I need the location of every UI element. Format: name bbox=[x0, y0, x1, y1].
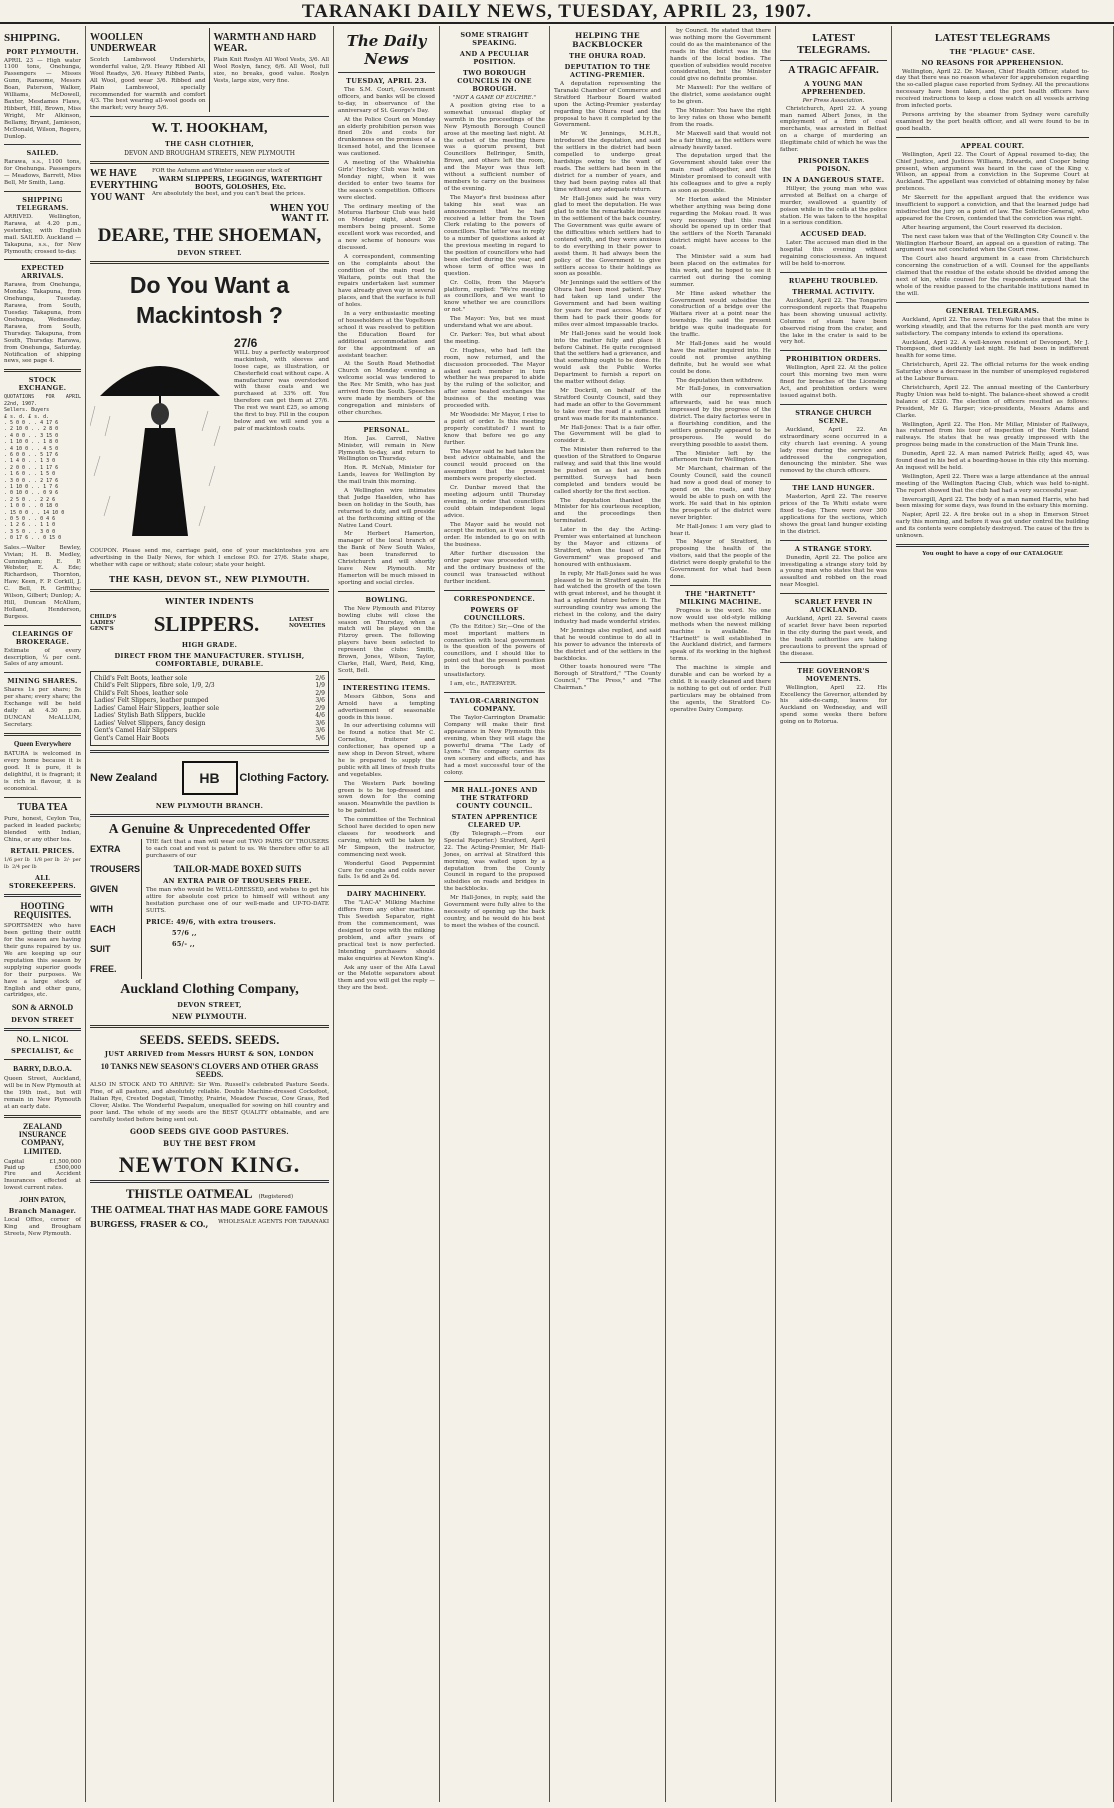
burgess-fraser: BURGESS, FRASER & CO., bbox=[90, 1219, 209, 1230]
not-euchre: "NOT A GAME OF EUCHRE." bbox=[453, 95, 536, 101]
ten-tons: 10 TANKS NEW SEASON'S CLOVERS AND OTHER GRASS SEEDS. bbox=[100, 1061, 319, 1080]
slipper-price-row bbox=[94, 727, 325, 735]
dairy-machinery: DAIRY MACHINERY. bbox=[346, 890, 427, 899]
slipper-price-row bbox=[94, 735, 325, 743]
john-paton: JOHN PATON, bbox=[19, 1195, 66, 1204]
slipper-price-list bbox=[90, 671, 329, 747]
warmth-hard-wear-heading: WARMTH AND HARD WEAR. bbox=[213, 32, 317, 54]
ruapehu: RUAPEHU TROUBLED. bbox=[788, 277, 879, 285]
shooting-requisites: HOOTING REQUISITES. bbox=[13, 900, 72, 920]
tailor-made: TAILOR-MADE BOXED SUITS bbox=[173, 864, 302, 875]
slipper-price: 3/6 bbox=[315, 727, 325, 735]
extra-trousers-list bbox=[90, 839, 142, 979]
clearings-heading: CLEARINGS OF BROKERAGE. bbox=[12, 629, 73, 646]
column-shipping: SHIPPING. PORT PLYMOUTH. APRIL 23 — High water 1100 tons, Onehunga, Passengers — Misses Gunn, Ransome, Messrs Boan, Paterson, Walker, Williams, McDowell, Baxter, Mesdames Flaws, Hibbert, Hill, Brown, Miss Wright, Mr Alkinson, Bellamy, Bryant, Jamieson, McDonald, Wilson, Rogers, Dunlop. SAILED. Rarawa, s.s., 1100 tons, for Onehunga. Passengers — Meadows, Barrett, Miss Bell, Mr Smith, Lang. SHIPPING TELEGRAMS. ARRIVED. Wellington, Rarawa, at 4.20 p.m., yesterday, with English mail. SAILED. Auckland — Takapuna, s.s., for New Plymouth; crossed to-day. EXPECTED ARRIVALS. Rarawa, from Onehunga, Monday. Takapuna, from Onehunga, Tuesday. Rarawa, from South, Tuesday. Takapuna, from Onehunga, Wednesday. Rarawa, from South, Thursday. Takapuna, from South, Thursday. Rarawa, from Onehunga, Saturday. Notification of shipping news, see page 4. STOCK EXCHANGE. QUOTATIONS FOR APRIL 22nd, 1907. Sellers. Buyers £ s. d. £ s. d. . 5 0 0 . . 4 17 6 . 2 10 0 . . 2 8 0 . 4 0 0 . . 3 15 0 . 1 10 0 . . 1 8 0 . 4 10 0 . . 4 5 0 . 6 0 0 . . 5 17 6 . 1 4 0 . . 1 3 0 . 2 0 0 . . 1 17 6 . 1 6 0 . . 1 5 0 . 3 0 0 . . 2 17 6 . 1 10 0 . . 1 7 6 . 0 10 0 . . 0 9 6 . 2 5 0 . . 2 2 6 . 1 0 0 . . 0 18 0 . 15 0 0 . . 14 10 0 . 0 5 0 . . 0 4 6 . 1 2 6 . . 1 1 0 . 3 5 0 . . 3 0 0 . 0 17 6 . . 0 15 0 Sales.—Walter Bewley, Vivian; H. B. Medley, Cunningham; E. P. Webster, E. A. Ede; Richardson, Thornton, Haw; Keen, F. P. Corkill, J. C. Bell, R. Griffiths; Wilson, Gilbert; Dunlop; A. Hill, Duncan McAllum, Holland, Henderson, Burgess. CLEARINGS OF BROKERAGE. Estimate of every description, ¼ per cent. Sales of any amount. MINING SHARES. Shares 1s per share; 5s per share; every share; the Exchange will be held daily at 4.30 p.m. DUNCAN McALLUM, Secretary. Queen Everywhere BATURA is welcomed in every home because it is good. It is pure, it is delightful, it is fragrant; it is rich in flavour, it is economical. TUBA TEA Pure, honest, Ceylon Tea, packed in leaded packets; blended with Indian, China, or any other tea. RETAIL PRICES. 1/6 per lb 1/8 per lb 2/- per lb 2/4 per lb ALL STOREKEEPERS. HOOTING REQUISITES. SPORTSMEN who have been getting their outfit for the season are having their guns repaired by us. We are keeping up our reputation this season by supplying superior goods for their purposes. We have a large stock of English and other guns, cartridges, etc. SON & ARNOLD DEVON STREET NO. L. NICOL SPECIALIST, &c BARRY, D.B.O.A. Queen Street, Auckland, will be in New Plymouth at the 19th inst., but will remain in New Plymouth at an early date. ZEALAND INSURANCE COMPANY, LIMITED. Capital £1,500,000 Paid up £500,000 Fire and Accident Insurances effected at lowest current rates. JOHN PATON, Branch Manager. Local Office, corner of King and Brougham Streets, New Plymouth. bbox=[0, 26, 86, 1802]
hartnett-milking: THE "HARTNETT" MILKING MACHINE. bbox=[679, 589, 762, 606]
slippers-heading: SLIPPERS. bbox=[153, 611, 260, 636]
column-borough-councils: SOME STRAIGHT SPEAKING. AND A PECULIAR POSITION. TWO BOROUGH COUNCILS IN ONE BOROUGH. "NOT A GAME OF EUCHRE." A position giving rise to a somewhat unusual display of warmth in the proceedings of the New Plymouth Borough Council arose at the meeting last night. At the outset of the meeting there was a quorum present, but Councillors Bellringer, Smith, Brown, and others left the room, and the Mayor was thus left without a sufficient number of members to carry on the business of the evening. The Mayor's first business after taking his seat was an announcement that he had received a letter from the Town Clerk relating to the powers of councillors. The letter was in reply to a number of questions asked at the previous meeting in regard to the position of councillors who had been elected during the year, and whose term of office was in question. Cr. Collis, from the Mayor's platform, replied: "We're meeting as councillors, and we want to know whether we are councillors or not." The Mayor: Yes, but we must understand what we are about. Cr. Parker: Yes, but what about the meeting. Cr. Hughes, who had left the room, now returned, and the discussion proceeded. The Mayor asked each member in turn whether he was prepared to abide by the ruling of the solicitor, and after some heated exchanges the business of the meeting was proceeded with. Mr Woodside: Mr Mayor, I rise to a point of order. Is this meeting properly constituted? I want to know that before we go any further. The Mayor said he had taken the best advice obtainable, and the council would proceed on the assumption that the present members were properly elected. Cr. Dunbar moved that the meeting adjourn until Thursday evening, in order that councillors could obtain independent legal advice. The Mayor said he would not accept the motion, as it was not in order. He intended to go on with the business. After further discussion the order paper was proceeded with, and the ordinary business of the council was transacted without further incident. CORRESPONDENCE. POWERS OF COUNCILLORS. (To the Editor.) Sir,—One of the most important matters in connection with local government is the question of the powers of councillors, and I should like to point out that the present position in the borough is most unsatisfactory. I am, etc., RATEPAYER. TAYLOR-CARRINGTON COMPANY. The Taylor-Carrington Dramatic Company will make their first appearance in New Plymouth this evening, when they will stage the powerful drama "The Lady of Lyons." The company carries its own scenery and effects, and has had a most successful tour of the colony. MR HALL-JONES AND THE STRATFORD COUNTY COUNCIL. STATEN APPRENTICE CLEARED UP. (By Telegraph.—From our Special Reporter.) Stratford, April 22. The Acting-Premier, Mr Hall-Jones, on arrival at Stratford this morning, was waited upon by a deputation from the County Council in regard to the proposed subsidies on roads and bridges in the backblocks. Mr Hall-Jones, in reply, said the Government were fully alive to the necessity of opening up the back country, and he would do his best to meet the wishes of the council. bbox=[440, 26, 550, 1802]
interesting-items: INTERESTING ITEMS. bbox=[342, 683, 431, 692]
personal-heading: PERSONAL. bbox=[363, 425, 410, 434]
slipper-price: 4/6 bbox=[315, 712, 325, 720]
hookham-sub: THE CASH CLOTHIER, bbox=[165, 139, 254, 148]
plague-case: THE "PLAGUE" CASE. bbox=[949, 47, 1036, 56]
clothing-factory: Clothing Factory. bbox=[239, 771, 329, 784]
slipper-price-row bbox=[94, 697, 325, 705]
prohibition-orders: PROHIBITION ORDERS. bbox=[786, 355, 881, 364]
capital-1: £1,500,000 bbox=[49, 1159, 81, 1166]
slipper-price: 1/9 bbox=[315, 682, 325, 690]
latest-telegrams-7: LATEST TELEGRAMS. bbox=[796, 32, 871, 56]
childs-ladies-gents: CHILD'S LADIES' GENT'S bbox=[90, 613, 117, 632]
nicol-specialist: SPECIALIST, &c bbox=[11, 1047, 74, 1056]
tuba-tea: TUBA TEA bbox=[17, 801, 68, 813]
autumn-text: FOR the Autumn and Winter season our stock of bbox=[152, 167, 290, 174]
woollen-underwear-heading: WOOLLEN UNDERWEAR bbox=[90, 32, 157, 54]
extra-word: WITH bbox=[90, 904, 113, 915]
hurst-arrival: JUST ARRIVED from Messrs HURST & SON, LONDON bbox=[104, 1049, 315, 1058]
oatmeal-gore: THE OATMEAL THAT HAS MADE GORE FAMOUS bbox=[91, 1204, 328, 1216]
autumn-list: WARM SLIPPERS, LEGGINGS, WATERTIGHT BOOTS, GOLOSHES, Etc. bbox=[158, 174, 323, 191]
genuine-offer: A Genuine & Unprecedented Offer bbox=[108, 821, 311, 837]
extra-word: FREE. bbox=[90, 964, 117, 975]
catalogue-ad: You ought to have a copy of our CATALOGUE bbox=[922, 551, 1063, 558]
slipper-price: 5/6 bbox=[315, 734, 325, 742]
slipper-price: 3/6 bbox=[315, 697, 325, 705]
queen-everywhere: Queen Everywhere bbox=[13, 739, 72, 748]
newton-king: NEWTON KING. bbox=[118, 1151, 301, 1177]
extra-word: GIVEN bbox=[90, 884, 119, 895]
mackintosh-heading: Do You Want a Mackintosh ? bbox=[129, 271, 290, 328]
slipper-price-row bbox=[94, 675, 325, 683]
direct-from-manufacturer: DIRECT FROM THE MANUFACTURER. STYLISH, COMFORTABLE, DURABLE. bbox=[114, 651, 305, 668]
slipper-item: Child's Felt Slippers, fibre sole, 1/9, 2/3 bbox=[94, 682, 215, 690]
thermal-activity: THERMAL ACTIVITY. bbox=[792, 288, 875, 296]
slipper-price-row bbox=[94, 690, 325, 698]
sailed-heading: SAILED. bbox=[26, 149, 59, 158]
tragic-affair: A TRAGIC AFFAIR. bbox=[788, 65, 879, 77]
barry: BARRY, D.B.O.A. bbox=[13, 1064, 72, 1074]
column-general-telegrams: LATEST TELEGRAMS THE "PLAGUE" CASE. NO REASONS FOR APPREHENSION. Wellington, April 22. Dr. Mason, Chief Health Officer, stated to-day that there was no reason whatever for apprehension regarding the so-called plague case reported from Sydney. All the precautions necessary have been taken, and the port health officers have received instructions to keep a close watch on all vessels arriving from infected ports. Persons arriving by the steamer from Sydney were carefully examined by the port health officer, and all were found to be in good health. APPEAL COURT. Wellington, April 22. The Court of Appeal resumed to-day, the Chief Justice, and Justices Williams, Edwards, and Cooper being present, when argument was heard in the case of the King v. Wilson, an appeal from a conviction in the Supreme Court at Auckland. The appellant was convicted of obtaining money by false pretences. Mr Skerrett for the appellant argued that the evidence was insufficient to support a conviction, and that the learned judge had misdirected the jury on a point of law. The Solicitor-General, who appeared for the Crown, contended that the conviction was right. After hearing argument, the Court reserved its decision. The next case taken was that of the Wellington City Council v. the Wellington Harbour Board, an appeal on a question of rating. The argument was not concluded when the Court rose. The Court also heard argument in a case from Christchurch concerning the construction of a will. Counsel for the appellants claimed that the residue of the estate should be divided among the next of kin, while counsel for the respondents argued that the whole of the residue passed to the charitable institutions named in the will. GENERAL TELEGRAMS. Auckland, April 22. The news from Waihi states that the mine is working steadily, and that the returns for the past month are very satisfactory. The company intends to extend its operations. Auckland, April 22. A well-known resident of Devonport, Mr J. Thompson, died suddenly last night. He had been in indifferent health for some time. Christchurch, April 22. The official returns for the week ending Saturday show a decrease in the number of unemployed registered at the Labour Bureau. Christchurch, April 22. The annual meeting of the Canterbury Rugby Union was held to-night. The balance-sheet showed a credit balance of £320. The election of officers resulted as follows: President, Mr G. Harper; vice-presidents, Messrs Adams and Clarke. Wellington, April 22. The Hon. Mr Millar, Minister of Railways, has returned from his tour of inspection of the North Island railways. He states that he was greatly impressed with the progress being made in the construction of the Main Trunk line. Dunedin, April 22. A man named Patrick Reilly, aged 45, was found dead in his bed at a boarding-house in this city this morning. An inquest will be held. Wellington, April 22. There was a large attendance at the annual meeting of the Wellington Racing Club, which was held to-night. The report showed that the club had had a very successful year. Invercargill, April 22. The body of a man named Harris, who had been missing for some days, was found in the estuary this morning. Napier, April 22. A fire broke out in a shop in Emerson Street early this morning, and before it was got under control the building and its contents were completely destroyed. The cause of the fire is unknown. You ought to have a copy of our CATALOGUE bbox=[892, 26, 1114, 1802]
wholesale-agents: WHOLESALE AGENTS FOR TARANAKI bbox=[218, 1219, 329, 1226]
stock-exchange: STOCK EXCHANGE. bbox=[18, 376, 67, 393]
slipper-price: 2/9 bbox=[315, 689, 325, 697]
we-have-everything: WE HAVE EVERYTHING YOU WANT bbox=[90, 167, 158, 203]
young-man-apprehended: A YOUNG MAN APPREHENDED. bbox=[801, 79, 866, 96]
port-plymouth: PORT PLYMOUTH. bbox=[6, 47, 79, 56]
press-assoc-1: Per Press Association. bbox=[802, 97, 865, 104]
general-telegrams: GENERAL TELEGRAMS. bbox=[945, 306, 1040, 315]
shipping-heading: SHIPPING. bbox=[4, 32, 60, 44]
capital-2: £500,000 bbox=[54, 1165, 81, 1172]
slipper-price-row bbox=[94, 682, 325, 690]
deare-street: DEVON STREET. bbox=[177, 248, 242, 257]
mining-shares: MINING SHARES. bbox=[7, 677, 78, 686]
appeal-court: APPEAL COURT. bbox=[960, 141, 1025, 150]
new-zealand: New Zealand bbox=[90, 771, 158, 784]
governors-movements: THE GOVERNOR'S MOVEMENTS. bbox=[797, 666, 870, 683]
prisoner-poison: PRISONER TAKES POISON. bbox=[797, 156, 870, 173]
powers-of-councillors: POWERS OF COUNCILLORS. bbox=[463, 605, 526, 622]
nicol: NO. L. NICOL bbox=[16, 1034, 69, 1044]
masthead: TARANAKI DAILY NEWS, TUESDAY, APRIL 23, 1907. bbox=[0, 0, 1114, 24]
slipper-item: Ladies' Felt Slippers, leather pumped bbox=[94, 697, 209, 705]
column-advertisements: WOOLLEN UNDERWEAR Scotch Lambswool Undershirts, wonderful value, 2/9. Heavy Ribbed All Wool Readys, 3/6. Heavy Ribbed Pants, All Wool, good wear 3/6. Ribbed and Plain Lambswool, specially recommended for warmth and comfort 4/3. The best wearing all-wool goods on the market; very heavy 5/6. WARMTH AND HARD WEAR. Plain Knit Roslyn All Wool Vests, 3/6. All Wool Roslyn, fancy, 6/6. All Wool, full size, no breaks, good value. Roslyn Vests, large size, very fine. W. T. HOOKHAM, THE CASH CLOTHIER, DEVON AND BROUGHAM STREETS, NEW PLYMOUTH WE HAVE EVERYTHING YOU WANT FOR the Autumn and Winter season our stock of WARM SLIPPERS, LEGGINGS, WATERTIGHT BOOTS, GOLOSHES, Etc. Are absolutely the best, and you can't beat the prices. WHEN YOU WANT IT. DEARE, THE SHOEMAN, DEVON STREET. Do You Want a Mackintosh ? 27/6 WILL buy a perfectly waterproof mackintosh, with sleeves and loose cape, as illustration, or Chesterfield coat without cape. A manufacturer was overstocked with these coats and we purchased at 33% off. You therefore can get them at 27/6. The rest we want £25, so among the first to buy. Fill in the coupon below and we will send you a pair of mackintosh coats. COUPON. Please send me, carriage paid, one of your mackintoshes you are advertising in the Daily News, for which I enclose P.O. for 27/6. State shape, whether with cape or without; state colour; state your height. THE KASH, DEVON ST., NEW PLYMOUTH. WINTER INDENTS CHILD'S LADIES' GENT'S SLIPPERS. LATEST NOVELTIES HIGH GRADE. DIRECT FROM THE MANUFACTURER. STYLISH, COMFORTABLE, DURABLE. Child's Felt Boots, leather sole 2/6 Child's Felt Slippers, fibre sole, 1/9, 2/3 1/9 Child's Felt Shoes, leather sole 2/9 Ladies' Felt Slippers, leather pumped 3/6 Ladies' Camel Hair Slippers, leather sole 2/9 Ladies' Stylish Bath Slippers, buckle 4/6 Ladies' Velvet Slippers, fancy design 3/6 Gent's Camel Hair Slippers 3/6 Gent's Camel Hair Boots 5/6 New Zealand HB Clothing Factory. NEW PLYMOUTH BRANCH. A Genuine & Unprecedented Offer EXTRA TROUSERS GIVEN WITH EACH SUIT FREE. THE fact that a man will wear out TWO PAIRS OF TROUSERS to each coat and vest is patent to us. We therefore offer to all purchasers of our TAILOR-MADE BOXED SUITS AN EXTRA PAIR OF TROUSERS FREE. The man who would be WELL-DRESSED, and wishes to get his attire for absolute cost price to himself will without any hesitation purchase one of our well-made and UP-TO-DATE SUITS. PRICE: 49/6, with extra trousers. 57/6 ,, 65/- ,, Auckland Clothing Company, DEVON STREET, NEW PLYMOUTH. SEEDS. SEEDS. SEEDS. JUST ARRIVED from Messrs HURST & SON, LONDON 10 TANKS NEW SEASON'S CLOVERS AND OTHER GRASS SEEDS. ALSO IN STOCK AND TO ARRIVE: Sir Wm. Russell's celebrated Pasture Seeds. Fine, of all pasture, and absolutely reliable. Double Machine-dressed Cocksfoot, Italian Rye, Crested Dogstail, Timothy, Prairie, Meadow Fescue, Cow Grass, Red Clover, Alsike. The Wonderful Paspalum, unequalled for sowing on hill country and poor land. The whole of my seeds are the BEST QUALITY obtainable, and are carefully tested before being sent out. GOOD SEEDS GIVE GOOD PASTURES. BUY THE BEST FROM NEWTON KING. THISTLE OATMEAL (Registered) THE OATMEAL THAT HAS MADE GORE FAMOUS BURGESS, FRASER & CO., WHOLESALE AGENTS FOR TARANAKI bbox=[86, 26, 334, 1802]
strange-story: A STRANGE STORY. bbox=[794, 544, 873, 553]
expected-arrivals: EXPECTED ARRIVALS. bbox=[21, 264, 64, 281]
price-2: 57/6 ,, bbox=[172, 929, 197, 938]
column-deputation-continued: by Council. He stated that there was nothing more the Government could do as the maintenance of the roads in the district was in the hands of the local bodies. The question of subsidies would receive consideration, but the Minister could give no definite promise. Mr Maxwell: For the welfare of the district, some assistance ought to be given. The Minister: You have the right to levy rates on those who benefit from the roads. Mr Maxwell said that would not be a fair thing, as the settlers were already heavily taxed. The deputation urged that the Government should take over the main road altogether, and the Minister promised to consult with his colleagues and to give a reply as soon as possible. Mr Horton asked the Minister whether anything was being done regarding the Mokau road. It was very necessary that this road should be opened up in order that the settlers of the North Taranaki district might have access to the coast. The Minister said a sum had been placed on the estimates for this work, and he hoped to see it carried out during the coming summer. Mr Hine asked whether the Government would subsidise the construction of a bridge over the Waitara river at a point near the township. He said the present bridge was quite inadequate for the traffic. Mr Hall-Jones said he would have the matter inquired into. He could not promise anything definite, but he would see what could be done. The deputation then withdrew. Mr Hall-Jones, in conversation with our representative afterwards, said he was much impressed by the progress of the district. The dairy factories were in a flourishing condition, and the settlers generally appeared to be prosperous. He would do everything possible to assist them. The Minister left by the afternoon train for Wellington. Mr Marchant, chairman of the County Council, said the council had now a good deal of money to spend on the roads, and they would be able to push on with the work. He said that in his opinion the prospects of the district were never brighter. Mr Hall-Jones: I am very glad to hear it. The Mayor of Stratford, in proposing the health of the visitors, said that the people of the district were deeply grateful to the Government for what had been done. THE "HARTNETT" MILKING MACHINE. Progress is the word. No one now would use old-style milking methods when the newest milking machine is available. The "Hartnett" is well established in the Auckland district, and farmers speak of its working in the highest terms. The machine is simple and durable and can be worked by a child. It is easily cleaned and there is nothing to get out of order. Full particulars may be obtained from the agents, the Stratford Co-operative Dairy Company. bbox=[666, 26, 776, 1802]
branch-manager: Branch Manager. bbox=[8, 1207, 77, 1216]
land-hunger: THE LAND HUNGER. bbox=[792, 484, 875, 493]
slipper-item: Gent's Camel Hair Boots bbox=[94, 734, 170, 742]
auckland-clothing: Auckland Clothing Company, bbox=[120, 982, 299, 998]
slipper-item: Ladies' Stylish Bath Slippers, buckle bbox=[94, 712, 206, 720]
extra-word: TROUSERS bbox=[90, 864, 141, 875]
shipping-telegrams: SHIPPING TELEGRAMS. bbox=[16, 196, 69, 213]
hb-logo: HB bbox=[182, 761, 238, 795]
column-latest-telegrams: LATEST TELEGRAMS. A TRAGIC AFFAIR. A YOUNG MAN APPREHENDED. Per Press Association. Christchurch, April 22. A young man named Albert Jones, in the employment of a firm of coal merchants, was arrested in Belfast on a charge of murdering an illegitimate child of which he was the father. PRISONER TAKES POISON. IN A DANGEROUS STATE. Hillyer, the young man who was arrested at Belfast on a charge of murder, swallowed a quantity of poison while in the cells at the police station. He was taken to the hospital in a serious condition. ACCUSED DEAD. Later. The accused man died in the hospital this evening without regaining consciousness. An inquest will be held to-morrow. RUAPEHU TROUBLED. THERMAL ACTIVITY. Auckland, April 22. The Tongariro correspondent reports that Ruapehu has been showing unusual activity. Columns of steam have been observed rising from the crater, and the lake in the crater is said to be very hot. PROHIBITION ORDERS. Wellington, April 22. At the police court this morning two men were fined for breaches of the Licensing Act, and prohibition orders were issued against both. STRANGE CHURCH SCENE. Auckland, April 22. An extraordinary scene occurred in a city church last evening. A young lady rose during the service and addressed the congregation, denouncing the minister. She was removed by the church officers. THE LAND HUNGER. Masterton, April 22. The reserve prices of the Te Whiti estate were fixed to-day. There were over 300 applications for the sections, which shows the great land hunger existing in the district. A STRANGE STORY. Dunedin, April 22. The police are investigating a strange story told by a young man who states that he was assaulted and robbed on the road near Mosgiel. SCARLET FEVER IN AUCKLAND. Auckland, April 22. Several cases of scarlet fever have been reported in the city during the past week, and the health authorities are taking precautions to prevent the spread of the disease. THE GOVERNOR'S MOVEMENTS. Wellington, April 22. His Excellency the Governor, attended by his aide-de-camp, leaves for Auckland on Wednesday, and will spend some weeks there before going on to Rotorua. bbox=[776, 26, 892, 1802]
good-seeds: GOOD SEEDS GIVE GOOD PASTURES. bbox=[129, 1126, 290, 1136]
all-storekeepers: ALL STOREKEEPERS. bbox=[9, 873, 76, 890]
thistle-oatmeal: THISTLE OATMEAL bbox=[125, 1185, 253, 1201]
nz-branch: NEW PLYMOUTH BRANCH. bbox=[155, 802, 264, 811]
high-grade: HIGH GRADE. bbox=[181, 640, 238, 649]
auckland-city: NEW PLYMOUTH. bbox=[172, 1012, 247, 1021]
latest-novelties: LATEST NOVELTIES bbox=[289, 616, 326, 629]
peculiar-position: AND A PECULIAR POSITION. bbox=[459, 50, 530, 66]
slipper-price: 2/9 bbox=[315, 704, 325, 712]
hookham-address: DEVON AND BROUGHAM STREETS, NEW PLYMOUTH bbox=[124, 149, 295, 157]
ohura-road: THE OHURA ROAD. bbox=[569, 52, 646, 60]
when-you-want-it: WHEN YOU WANT IT. bbox=[270, 203, 329, 224]
umbrella-figure-illustration bbox=[90, 336, 230, 546]
auckland-street: DEVON STREET, bbox=[177, 1001, 242, 1009]
dangerous-state: IN A DANGEROUS STATE. bbox=[782, 175, 885, 184]
helping-backblocker: HELPING THE BACKBLOCKER bbox=[572, 31, 643, 49]
son-arnold: SON & ARNOLD bbox=[11, 1003, 74, 1013]
no-reasons: NO REASONS FOR APPREHENSION. bbox=[921, 58, 1064, 67]
devon-street: DEVON STREET bbox=[11, 1015, 74, 1024]
two-councils: TWO BOROUGH COUNCILS IN ONE BOROUGH. bbox=[457, 69, 532, 93]
taylor-carrington: TAYLOR-CARRINGTON COMPANY. bbox=[449, 696, 540, 713]
slipper-price-row bbox=[94, 705, 325, 713]
winter-indents: WINTER INDENTS bbox=[165, 595, 254, 606]
kash-address: THE KASH, DEVON ST., NEW PLYMOUTH. bbox=[109, 573, 310, 584]
extra-word: SUIT bbox=[90, 944, 111, 955]
bowling-heading: BOWLING. bbox=[365, 595, 408, 604]
strange-church-scene: STRANGE CHURCH SCENE. bbox=[795, 408, 872, 425]
buy-best: BUY THE BEST FROM bbox=[163, 1138, 256, 1148]
daily-news-title: The Daily News bbox=[346, 32, 427, 68]
column-editorial: The Daily News TUESDAY, APRIL 23. The S.M. Court, Government officers, and banks will be closed to-day, in observance of the anniversary of St. George's Day. At the Police Court on Monday an elderly prohibition person was fined 20s and costs for drunkenness on the premises of a licensed hotel, and the licensee was cautioned. A meeting of the Whakiwhia Girls' Hockey Club was held on Monday night, when it was decided to enter two teams for the season's competition. Officers were elected. The ordinary meeting of the Moturoa Harbour Club was held on Monday night, about 20 members being present. Some excellent work was recorded, and a new scheme of honours was discussed. A correspondent, commenting on the complaints about the condition of the main road to Waitara, points out that the repairs undertaken last summer have already given way in several places, and that the surface is full of holes. In a very enthusiastic meeting of householders at the Vogeltown school it was resolved to petition the Education Board for additional accommodation and for the appointment of an assistant teacher. At the South Road Methodist Church on Monday evening a welcome social was tendered to the Rev. Mr Smith, who has just arrived from the South. Speeches were made by members of the congregation and ministers of other churches. PERSONAL. Hon. Jas. Carroll, Native Minister, will remain in New Plymouth to-day, and return to Wellington on Thursday. Hon. R. McNab, Minister for Lands, leaves for Wellington by the mail train this morning. A Wellington wire intimates that Judge Haselden, who has been on holiday in the South, has returned to duty, and will preside at the forthcoming sitting of the Native Land Court. Mr Herbert Hamerton, manager of the local branch of the Bank of New South Wales, has been transferred to Christchurch and will shortly leave New Plymouth. Mr Hamerton will be much missed in sporting and social circles. BOWLING. The New Plymouth and Fitzroy bowling clubs will close the season on Thursday, when a match will be played on the Fitzroy green. The following players have been selected to represent the clubs: Smith, Brown, Jones, Wilson, Taylor, Clarke, Hall, Ward, Reid, King, Scott, Bell. INTERESTING ITEMS. Messrs Gibbon, Sons and Arnold have a tempting advertisement of seasonable goods in this issue. In our advertising columns will be found a notice that Mr C. Cornelius, fruiterer and confectioner, has opened up a new shop in Devon Street, where he is prepared to supply the public with all lines of fresh fruits and vegetables. The Western Park bowling green is to be top-dressed and sown down for the coming season. Meanwhile the pavilion is to be painted. The committee of the Technical School have decided to open new classes for woodwork and carving, which will be taken by Mr Simpson, the instructor, commencing next week. Wonderful Good Peppermint Cure for coughs and colds never fails. 1s 6d and 2s 6d. DAIRY MACHINERY. The "LAC-A" Milking Machine differs from any other machine. This Swedish Separator, right from the commencement, was designed to cope with the milking problem, and after years of practical test is now perfected. Intending purchasers should make enquiries at Newton King's. Ask any user of the Alfa Laval or the Melotte separators about them and you will get the reply — they are the best. bbox=[334, 26, 440, 1802]
registered: (Registered) bbox=[258, 1193, 294, 1200]
accused-dead: ACCUSED DEAD. bbox=[800, 230, 867, 239]
slipper-price-row bbox=[94, 720, 325, 728]
staten-apprentice: STATEN APPRENTICE CLEARED UP. bbox=[451, 813, 538, 830]
deare-shoeman: DEARE, THE SHOEMAN, bbox=[97, 224, 322, 246]
slipper-item: Ladies' Velvet Slippers, fancy design bbox=[94, 719, 206, 727]
slipper-item: Child's Felt Boots, leather sole bbox=[94, 674, 188, 682]
hall-jones-stratford: MR HALL-JONES AND THE STRATFORD COUNTY COUNCIL. bbox=[451, 786, 538, 811]
mackintosh-price: 27/6 bbox=[234, 335, 258, 350]
straight-speaking: SOME STRAIGHT SPEAKING. bbox=[460, 31, 529, 47]
extra-word: EXTRA bbox=[90, 844, 121, 855]
slipper-item: Child's Felt Shoes, leather sole bbox=[94, 689, 189, 697]
slipper-item: Ladies' Camel Hair Slippers, leather sole bbox=[94, 704, 219, 712]
nz-insurance: ZEALAND INSURANCE COMPANY, LIMITED. bbox=[18, 1121, 67, 1156]
editorial-date: TUESDAY, APRIL 23. bbox=[346, 77, 427, 85]
price-3: 65/- ,, bbox=[172, 940, 196, 949]
correspondence: CORRESPONDENCE. bbox=[453, 594, 536, 603]
slipper-price-row bbox=[94, 712, 325, 720]
extra-word: EACH bbox=[90, 924, 116, 935]
slipper-item: Gent's Camel Hair Slippers bbox=[94, 727, 178, 735]
price-1: PRICE: 49/6, with extra trousers. bbox=[146, 918, 277, 927]
deputation: DEPUTATION TO THE ACTING-PREMIER. bbox=[564, 63, 651, 79]
seeds-heading: SEEDS. SEEDS. SEEDS. bbox=[139, 1032, 280, 1047]
scarlet-fever: SCARLET FEVER IN AUCKLAND. bbox=[794, 598, 873, 615]
slipper-price: 2/6 bbox=[315, 674, 325, 682]
extra-pair: AN EXTRA PAIR OF TROUSERS FREE. bbox=[163, 877, 312, 886]
retail-prices: RETAIL PRICES. bbox=[10, 846, 75, 855]
column-backblocker: HELPING THE BACKBLOCKER THE OHURA ROAD. DEPUTATION TO THE ACTING-PREMIER. A deputation representing the Taranaki Chamber of Commerce and Stratford Harbour Board waited upon the Acting-Premier yesterday regarding the Ohura road and the proposal to have it completed by the Government. Mr W. Jennings, M.H.R., introduced the deputation, and said the settlers in the district had been compelled to undergo great hardships owing to the want of roads. The settlers had been in the district for a number of years, and they had been paying rates all that time without any adequate return. Mr Hall-Jones said he was very glad to meet the deputation. He was glad to note the remarkable increase in the settlement of the back country. The Government was quite aware of the difficulties which settlers had to contend with, and they were anxious to do everything in their power to assist them. It had always been the policy of the Government to give settlers access to their holdings as soon as possible. Mr Jennings said the settlers of the Ohura had been most patient. They had taken up land under the Government and had been waiting for years for road access. Many of them had to pack their goods for miles over almost impassable tracks. Mr Hall-Jones said he would look into the matter fully and place it before Cabinet. He quite recognised that the settlers had a grievance, and that something ought to be done. He would ask the Public Works Department to furnish a report on the matter without delay. Mr Dockrill, on behalf of the Stratford County Council, said they had made an offer to the Government to take over the road if a sufficient grant was made for its maintenance. Mr Hall-Jones: That is a fair offer. The Government will be glad to consider it. The Minister then referred to the question of the Stratford to Ongarue railway, and said that this line would be pushed on as fast as funds permitted. Surveys had been completed and tenders would be called shortly for the first section. The deputation thanked the Minister for his courteous reception, and the proceedings then terminated. Later in the day the Acting-Premier was entertained at luncheon by the Mayor and citizens of Stratford, when the toast of "The Government" was proposed and honoured with enthusiasm. In reply, Mr Hall-Jones said he was pleased to be in Stratford again. He had watched the growth of the town with great interest, and he thought it had a splendid future before it. The surrounding country was among the richest in the colony, and the dairy industry had made wonderful strides. Mr Jennings also replied, and said that he would continue to do all in his power to advance the interests of the district and of the settlers in the backblocks. Other toasts honoured were "The Borough of Stratford," "The County Council," "The Press," and "The Chairman." bbox=[550, 26, 666, 1802]
slipper-price: 3/6 bbox=[315, 719, 325, 727]
latest-telegrams-8: LATEST TELEGRAMS bbox=[934, 32, 1051, 44]
hookham-name: W. T. HOOKHAM, bbox=[151, 121, 268, 137]
